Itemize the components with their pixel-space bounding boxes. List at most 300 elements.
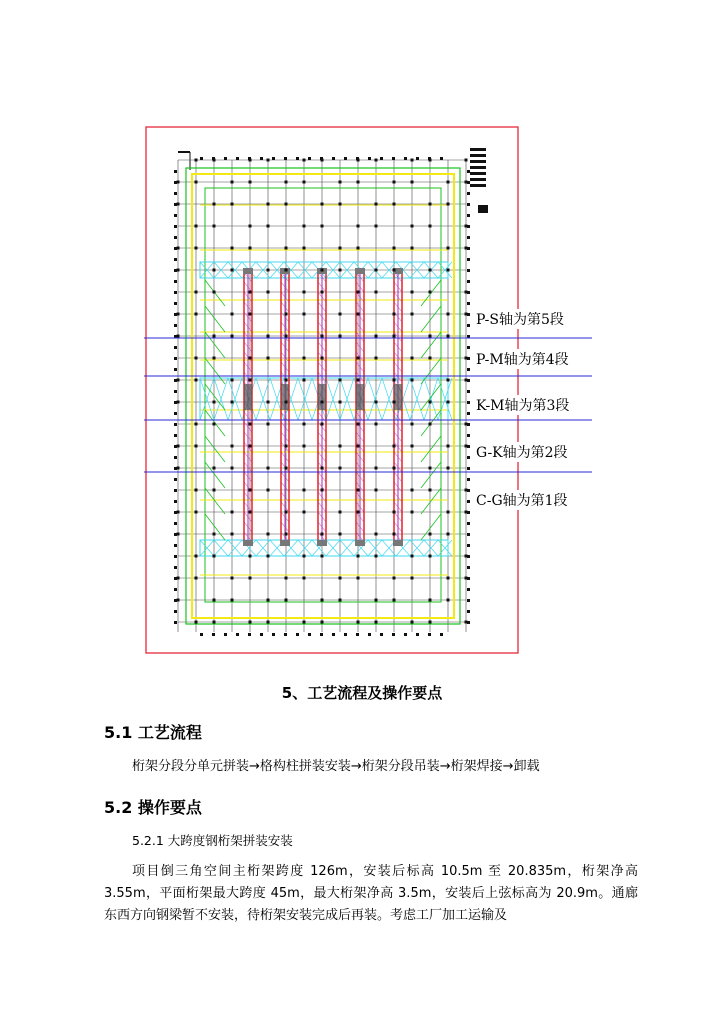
truss-support xyxy=(355,540,365,546)
truss-support xyxy=(243,268,253,274)
column-marker xyxy=(357,621,360,624)
column-marker xyxy=(321,555,324,558)
edge-marker xyxy=(174,390,177,393)
column-marker xyxy=(447,203,450,206)
title-block-mark xyxy=(470,184,486,187)
column-marker xyxy=(375,533,378,536)
column-marker xyxy=(249,555,252,558)
column-marker xyxy=(249,511,252,514)
title-block-mark xyxy=(478,205,488,213)
column-marker xyxy=(411,247,414,250)
column-marker xyxy=(411,225,414,228)
column-marker xyxy=(285,467,288,470)
column-marker xyxy=(429,467,432,470)
column-marker xyxy=(303,511,306,514)
column-marker xyxy=(393,577,396,580)
column-marker xyxy=(411,181,414,184)
title-block-mark xyxy=(470,172,486,175)
edge-brace xyxy=(421,488,441,514)
edge-marker xyxy=(467,181,470,184)
column-marker xyxy=(321,335,324,338)
edge-marker xyxy=(174,401,177,404)
truss-support xyxy=(243,540,253,546)
edge-marker xyxy=(174,500,177,503)
title-block-mark xyxy=(470,166,486,169)
column-marker xyxy=(339,181,342,184)
edge-marker xyxy=(344,157,347,160)
edge-marker xyxy=(174,324,177,327)
edge-marker xyxy=(467,258,470,261)
edge-marker xyxy=(174,313,177,316)
edge-brace xyxy=(421,436,441,462)
segment-label-3: K-M轴为第3段 xyxy=(474,395,571,415)
edge-marker xyxy=(440,633,443,636)
column-marker xyxy=(357,511,360,514)
edge-marker xyxy=(467,192,470,195)
truss-support xyxy=(317,540,327,546)
edge-marker xyxy=(174,610,177,613)
column-marker xyxy=(285,533,288,536)
edge-brace xyxy=(205,306,225,332)
column-marker xyxy=(375,401,378,404)
column-marker xyxy=(249,489,252,492)
edge-marker xyxy=(174,555,177,558)
column-marker xyxy=(429,555,432,558)
column-marker xyxy=(285,269,288,272)
edge-marker xyxy=(174,203,177,206)
edge-brace xyxy=(205,488,225,514)
column-marker xyxy=(321,291,324,294)
column-marker xyxy=(231,533,234,536)
column-marker xyxy=(339,379,342,382)
column-marker xyxy=(285,511,288,514)
column-marker xyxy=(249,181,252,184)
column-marker xyxy=(303,379,306,382)
column-marker xyxy=(321,401,324,404)
edge-marker xyxy=(467,357,470,360)
column-marker xyxy=(339,335,342,338)
edge-marker xyxy=(248,633,251,636)
column-marker xyxy=(249,291,252,294)
column-marker xyxy=(321,423,324,426)
column-marker xyxy=(231,511,234,514)
column-marker xyxy=(267,159,270,162)
column-marker xyxy=(213,467,216,470)
column-marker xyxy=(231,379,234,382)
truss-joint xyxy=(318,384,326,410)
column-marker xyxy=(447,247,450,250)
column-marker xyxy=(213,599,216,602)
column-marker xyxy=(375,467,378,470)
column-marker xyxy=(447,467,450,470)
column-marker xyxy=(357,225,360,228)
body-paragraph: 项目倒三角空间主桁架跨度 126m，安装后标高 10.5m 至 20.835m，桁架净高 3.55m，平面桁架最大跨度 45m，最大桁架净高 3.5m，安装后上弦标高为 20.9m。通廊东西方向钢梁暂不安装，待桁架安装完成后再装。考虑工厂加工运输及 xyxy=(104,864,638,923)
edge-marker xyxy=(467,445,470,448)
column-marker xyxy=(213,335,216,338)
column-marker xyxy=(411,379,414,382)
edge-marker xyxy=(174,181,177,184)
edge-marker xyxy=(224,633,227,636)
edge-marker xyxy=(467,588,470,591)
column-marker xyxy=(285,445,288,448)
column-marker xyxy=(213,269,216,272)
edge-marker xyxy=(467,280,470,283)
truss-joint xyxy=(394,384,402,410)
column-marker xyxy=(249,621,252,624)
edge-marker xyxy=(272,633,275,636)
title-block-mark xyxy=(470,154,486,157)
edge-marker xyxy=(174,599,177,602)
edge-marker xyxy=(440,157,443,160)
column-marker xyxy=(339,401,342,404)
column-marker xyxy=(303,621,306,624)
column-marker xyxy=(375,335,378,338)
edge-marker xyxy=(428,157,431,160)
edge-marker xyxy=(174,357,177,360)
column-marker xyxy=(393,269,396,272)
column-marker xyxy=(231,269,234,272)
column-marker xyxy=(195,291,198,294)
column-marker xyxy=(285,203,288,206)
edge-marker xyxy=(332,633,335,636)
column-marker xyxy=(249,225,252,228)
edge-marker xyxy=(174,511,177,514)
column-marker xyxy=(393,401,396,404)
section-heading: 5、工艺流程及操作要点 xyxy=(281,684,443,702)
column-marker xyxy=(195,445,198,448)
column-marker xyxy=(213,401,216,404)
column-marker xyxy=(375,269,378,272)
column-marker xyxy=(411,291,414,294)
title-block-mark xyxy=(470,160,486,163)
column-marker xyxy=(429,335,432,338)
column-marker xyxy=(465,159,468,162)
edge-marker xyxy=(174,456,177,459)
edge-marker xyxy=(174,522,177,525)
column-marker xyxy=(195,489,198,492)
edge-marker xyxy=(467,203,470,206)
edge-marker xyxy=(392,157,395,160)
column-marker xyxy=(213,489,216,492)
column-marker xyxy=(357,489,360,492)
column-marker xyxy=(393,379,396,382)
column-marker xyxy=(195,225,198,228)
column-marker xyxy=(411,555,414,558)
edge-marker xyxy=(467,456,470,459)
column-marker xyxy=(303,247,306,250)
edge-marker xyxy=(236,633,239,636)
column-marker xyxy=(429,621,432,624)
column-marker xyxy=(303,555,306,558)
edge-marker xyxy=(224,157,227,160)
column-marker xyxy=(429,423,432,426)
column-marker xyxy=(267,599,270,602)
column-marker xyxy=(195,621,198,624)
column-marker xyxy=(321,357,324,360)
edge-marker xyxy=(174,258,177,261)
edge-marker xyxy=(320,157,323,160)
edge-marker xyxy=(467,346,470,349)
process-flow-text: 桁架分段分单元拼装→格构柱拼装安装→桁架分段吊装→桁架焊接→卸载 xyxy=(132,759,540,774)
edge-marker xyxy=(212,633,215,636)
column-marker xyxy=(213,357,216,360)
edge-marker xyxy=(174,214,177,217)
column-marker xyxy=(303,489,306,492)
truss-joint xyxy=(356,384,364,410)
edge-marker xyxy=(174,346,177,349)
column-marker xyxy=(393,599,396,602)
drawing-border xyxy=(146,127,518,653)
edge-marker xyxy=(296,157,299,160)
column-marker xyxy=(213,533,216,536)
edge-marker xyxy=(428,633,431,636)
column-marker xyxy=(267,291,270,294)
column-marker xyxy=(375,203,378,206)
column-marker xyxy=(393,181,396,184)
column-marker xyxy=(429,291,432,294)
column-marker xyxy=(357,577,360,580)
edge-marker xyxy=(467,269,470,272)
edge-marker xyxy=(467,401,470,404)
column-marker xyxy=(339,247,342,250)
column-marker xyxy=(231,445,234,448)
edge-marker xyxy=(174,247,177,250)
column-marker xyxy=(411,159,414,162)
column-marker xyxy=(429,533,432,536)
edge-marker xyxy=(467,544,470,547)
column-marker xyxy=(285,379,288,382)
column-marker xyxy=(195,357,198,360)
column-marker xyxy=(393,313,396,316)
edge-marker xyxy=(356,633,359,636)
column-marker xyxy=(285,335,288,338)
edge-marker xyxy=(284,157,287,160)
edge-marker xyxy=(174,280,177,283)
column-marker xyxy=(195,313,198,316)
column-marker xyxy=(393,203,396,206)
column-marker xyxy=(267,401,270,404)
edge-marker xyxy=(467,577,470,580)
edge-marker xyxy=(272,157,275,160)
edge-marker xyxy=(467,225,470,228)
column-marker xyxy=(231,401,234,404)
edge-marker xyxy=(200,157,203,160)
column-marker xyxy=(357,423,360,426)
column-marker xyxy=(285,401,288,404)
edge-marker xyxy=(174,489,177,492)
edge-marker xyxy=(368,157,371,160)
truss-support xyxy=(355,268,365,274)
edge-marker xyxy=(308,633,311,636)
column-marker xyxy=(303,225,306,228)
edge-brace xyxy=(421,384,441,410)
column-marker xyxy=(339,203,342,206)
edge-marker xyxy=(174,302,177,305)
edge-marker xyxy=(174,291,177,294)
column-marker xyxy=(267,225,270,228)
edge-marker xyxy=(174,434,177,437)
column-marker xyxy=(231,247,234,250)
subsection-heading-5-2: 5.2 操作要点 xyxy=(104,798,202,817)
column-marker xyxy=(357,291,360,294)
edge-brace xyxy=(421,462,441,488)
column-marker xyxy=(429,357,432,360)
edge-marker xyxy=(467,467,470,470)
edge-marker xyxy=(174,423,177,426)
column-marker xyxy=(447,379,450,382)
column-marker xyxy=(375,225,378,228)
column-marker xyxy=(195,577,198,580)
truss-support xyxy=(280,540,290,546)
column-marker xyxy=(447,599,450,602)
edge-marker xyxy=(467,489,470,492)
segment-label-1: C-G轴为第1段 xyxy=(474,490,570,510)
edge-marker xyxy=(392,633,395,636)
edge-marker xyxy=(467,500,470,503)
column-marker xyxy=(195,159,198,162)
edge-marker xyxy=(308,157,311,160)
edge-marker xyxy=(174,533,177,536)
column-marker xyxy=(249,423,252,426)
column-marker xyxy=(303,159,306,162)
edge-marker xyxy=(368,633,371,636)
edge-marker xyxy=(356,157,359,160)
column-marker xyxy=(375,159,378,162)
column-marker xyxy=(267,357,270,360)
edge-marker xyxy=(174,467,177,470)
column-marker xyxy=(411,423,414,426)
subsection-heading-5-1: 5.1 工艺流程 xyxy=(104,723,202,742)
column-marker xyxy=(303,291,306,294)
edge-marker xyxy=(344,633,347,636)
column-marker xyxy=(249,357,252,360)
column-marker xyxy=(231,313,234,316)
column-marker xyxy=(339,313,342,316)
column-marker xyxy=(321,533,324,536)
column-marker xyxy=(303,313,306,316)
edge-brace xyxy=(205,462,225,488)
column-marker xyxy=(375,291,378,294)
column-marker xyxy=(339,467,342,470)
edge-marker xyxy=(467,379,470,382)
edge-marker xyxy=(467,511,470,514)
truss-joint xyxy=(244,384,252,410)
edge-marker xyxy=(467,247,470,250)
column-marker xyxy=(393,533,396,536)
edge-marker xyxy=(174,577,177,580)
edge-marker xyxy=(467,610,470,613)
edge-marker xyxy=(260,157,263,160)
edge-marker xyxy=(467,555,470,558)
edge-marker xyxy=(416,157,419,160)
edge-marker xyxy=(467,621,470,624)
column-marker xyxy=(249,445,252,448)
column-marker xyxy=(321,269,324,272)
column-marker xyxy=(447,577,450,580)
column-marker xyxy=(411,511,414,514)
column-marker xyxy=(393,467,396,470)
column-marker xyxy=(321,599,324,602)
edge-marker xyxy=(174,445,177,448)
column-marker xyxy=(231,599,234,602)
edge-marker xyxy=(174,412,177,415)
column-marker xyxy=(231,335,234,338)
column-marker xyxy=(303,357,306,360)
column-marker xyxy=(375,555,378,558)
column-marker xyxy=(267,621,270,624)
column-marker xyxy=(321,489,324,492)
edge-marker xyxy=(200,633,203,636)
edge-marker xyxy=(174,192,177,195)
edge-marker xyxy=(467,566,470,569)
truss-joint xyxy=(281,384,289,410)
column-marker xyxy=(447,181,450,184)
column-marker xyxy=(393,247,396,250)
column-marker xyxy=(249,577,252,580)
column-marker xyxy=(339,269,342,272)
column-marker xyxy=(339,577,342,580)
column-marker xyxy=(213,621,216,624)
column-marker xyxy=(267,335,270,338)
edge-marker xyxy=(174,379,177,382)
edge-marker xyxy=(467,434,470,437)
edge-marker xyxy=(467,313,470,316)
column-marker xyxy=(195,247,198,250)
column-marker xyxy=(447,511,450,514)
edge-marker xyxy=(467,170,470,173)
column-marker xyxy=(339,599,342,602)
column-marker xyxy=(411,313,414,316)
column-marker xyxy=(447,401,450,404)
column-marker xyxy=(429,269,432,272)
edge-marker xyxy=(467,302,470,305)
edge-marker xyxy=(467,214,470,217)
edge-marker xyxy=(467,423,470,426)
column-marker xyxy=(375,357,378,360)
column-marker xyxy=(429,225,432,228)
column-marker xyxy=(447,445,450,448)
edge-marker xyxy=(404,157,407,160)
column-marker xyxy=(375,423,378,426)
column-marker xyxy=(411,621,414,624)
column-marker xyxy=(357,445,360,448)
edge-marker xyxy=(236,157,239,160)
edge-marker xyxy=(467,478,470,481)
segment-label-4: P-M轴为第4段 xyxy=(474,349,571,369)
edge-marker xyxy=(174,170,177,173)
column-marker xyxy=(285,313,288,316)
column-marker xyxy=(375,621,378,624)
edge-marker xyxy=(380,633,383,636)
edge-marker xyxy=(467,291,470,294)
column-marker xyxy=(321,203,324,206)
edge-marker xyxy=(467,533,470,536)
edge-marker xyxy=(296,633,299,636)
column-marker xyxy=(411,357,414,360)
subsubsection-heading-5-2-1: 5.2.1 大跨度钢桁架拼装安装 xyxy=(132,833,293,848)
column-marker xyxy=(249,379,252,382)
column-marker xyxy=(213,423,216,426)
edge-marker xyxy=(284,633,287,636)
column-marker xyxy=(321,467,324,470)
column-marker xyxy=(249,313,252,316)
column-marker xyxy=(267,555,270,558)
column-marker xyxy=(213,225,216,228)
segment-label-2: G-K轴为第2段 xyxy=(474,442,570,462)
title-block-mark xyxy=(470,178,486,181)
column-marker xyxy=(447,533,450,536)
edge-marker xyxy=(174,478,177,481)
